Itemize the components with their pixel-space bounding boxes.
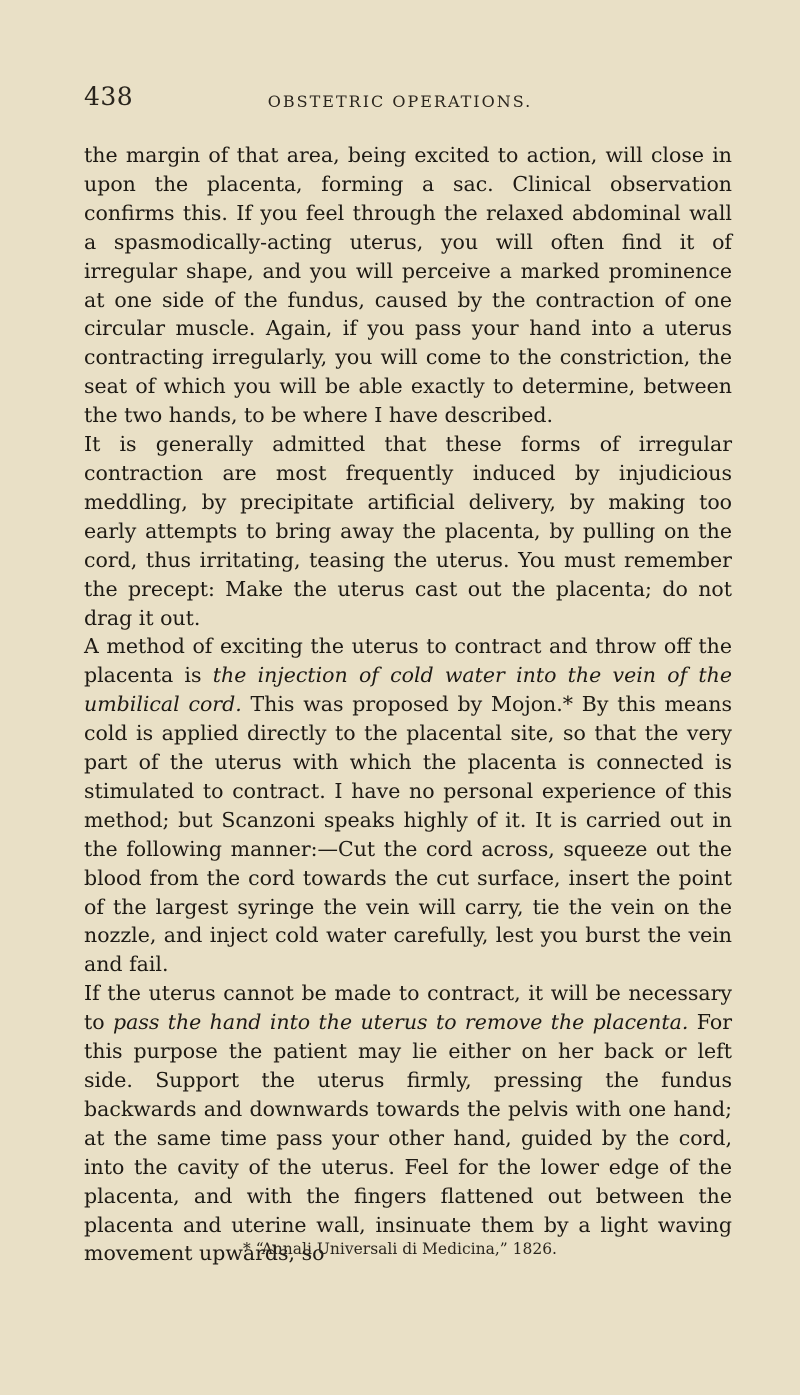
running-head: OBSTETRIC OPERATIONS.: [267, 92, 533, 111]
paragraph: [84, 979, 732, 1268]
italic-phrase: pass the hand into the uterus to remove the placenta.: [112, 1010, 689, 1035]
text-segment: It is generally admitted that these forms of irregular contraction are most frequently induced by injudicious meddling, by precipitate artificial delivery, by making too early attempts to bring away the placenta, by pulling on the cord, thus irritating, teasing the uterus. You must remember the precept: Make the uterus cast out the placenta; do not drag it out.: [84, 432, 732, 630]
paragraph: [84, 141, 732, 430]
text-segment: A method of exciting the uterus to contract and throw off the placenta is: [84, 634, 732, 688]
text-segment: If the uterus cannot be made to contract, it will be necessary to: [84, 981, 732, 1035]
italic-phrase: the injection of cold water into the vein of the umbilical cord.: [84, 663, 732, 717]
paragraph: [84, 430, 732, 632]
text-segment: For this purpose the patient may lie either on her back or left side. Support the uterus firmly, pressing the fundus backwards and downwards towards the pelvis with one hand; at the same time pass your other hand, guided by the cord, into the cavity of the uterus. Feel for the lower edge of the placenta, and with the fingers flattened out between the placenta and uterine wall, insinuate them by a light waving movement upwards, so: [84, 1010, 732, 1266]
body-text: [84, 141, 732, 1268]
footnote: * “Annali Universali di Medicina,” 1826.: [243, 1240, 557, 1258]
text-segment: This was proposed by Mojon.* By this means cold is applied directly to the placental site, so that the very part of the uterus with which the placenta is connected is stimulated to contract. I have no personal experience of this method; but Scanzoni speaks highly of it. It is carried out in the following manner:—Cut the cord across, squeeze out the blood from the cord towards the cut surface, insert the point of the largest syringe the vein will carry, tie the vein on the nozzle, and inject cold water carefully, lest you burst the vein and fail.: [84, 692, 732, 977]
page-number: 438: [84, 82, 134, 111]
paragraph: [84, 632, 732, 979]
text-segment: the margin of that area, being excited to action, will close in upon the placenta, forming a sac. Clinical observation confirms this. If you feel through the relaxed abdominal wall a spasmodically-acting uterus, you will often find it of irregular shape, and you will perceive a marked prominence at one side of the fundus, caused by the contraction of one circular muscle. Again, if you pass your hand into a uterus contracting irregularly, you will come to the constriction, the seat of which you will be able exactly to determine, between the two hands, to be where I have described.: [84, 143, 732, 428]
